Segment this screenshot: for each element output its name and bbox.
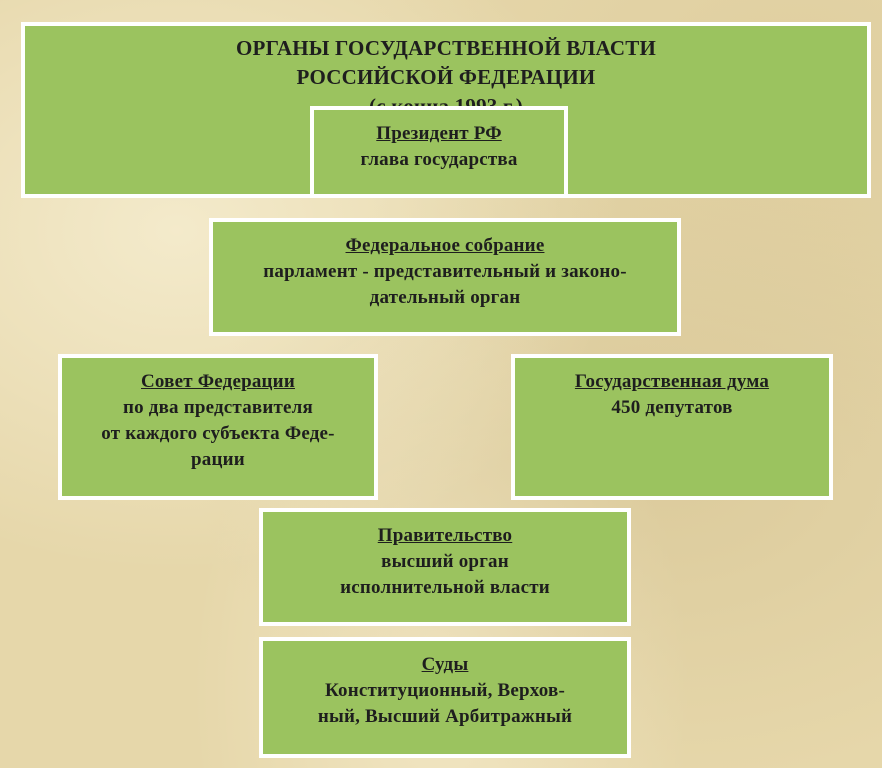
courts-box bbox=[259, 637, 631, 758]
federal-assembly-description-line-2: дательный орган bbox=[369, 287, 521, 308]
federal-assembly-box bbox=[209, 218, 681, 336]
government-description-line-1: высший орган bbox=[381, 551, 509, 572]
diagram-title-line-2: РОССИЙСКОЙ ФЕДЕРАЦИИ bbox=[296, 65, 596, 89]
federation-council-description-line-3: рации bbox=[191, 449, 245, 470]
federation-council-box bbox=[58, 354, 378, 500]
state-duma-description: 450 депутатов bbox=[611, 397, 733, 418]
president-description: глава государства bbox=[360, 149, 518, 170]
government-description-line-2: исполнительной власти bbox=[340, 577, 550, 598]
courts-description-line-2: ный, Высший Арбитражный bbox=[317, 706, 573, 727]
federation-council-description-line-2: от каждого субъекта Феде- bbox=[101, 423, 335, 444]
federation-council-description-line-1: по два представителя bbox=[122, 397, 314, 418]
diagram-title-line-1: ОРГАНЫ ГОСУДАРСТВЕННОЙ ВЛАСТИ bbox=[236, 36, 656, 60]
government-heading: Правительство bbox=[377, 525, 513, 546]
state-duma-heading: Государственная дума bbox=[574, 371, 770, 392]
courts-description-line-1: Конституционный, Верхов- bbox=[324, 680, 565, 701]
government-box bbox=[259, 508, 631, 626]
federal-assembly-description-line-1: парламент - представительный и законо- bbox=[263, 261, 627, 282]
federation-council-heading: Совет Федерации bbox=[141, 371, 295, 392]
courts-heading: Суды bbox=[421, 654, 469, 675]
president-heading: Президент РФ bbox=[376, 123, 502, 144]
president-box bbox=[310, 106, 568, 198]
federal-assembly-heading: Федеральное собрание bbox=[345, 235, 545, 256]
state-duma-box bbox=[511, 354, 833, 500]
